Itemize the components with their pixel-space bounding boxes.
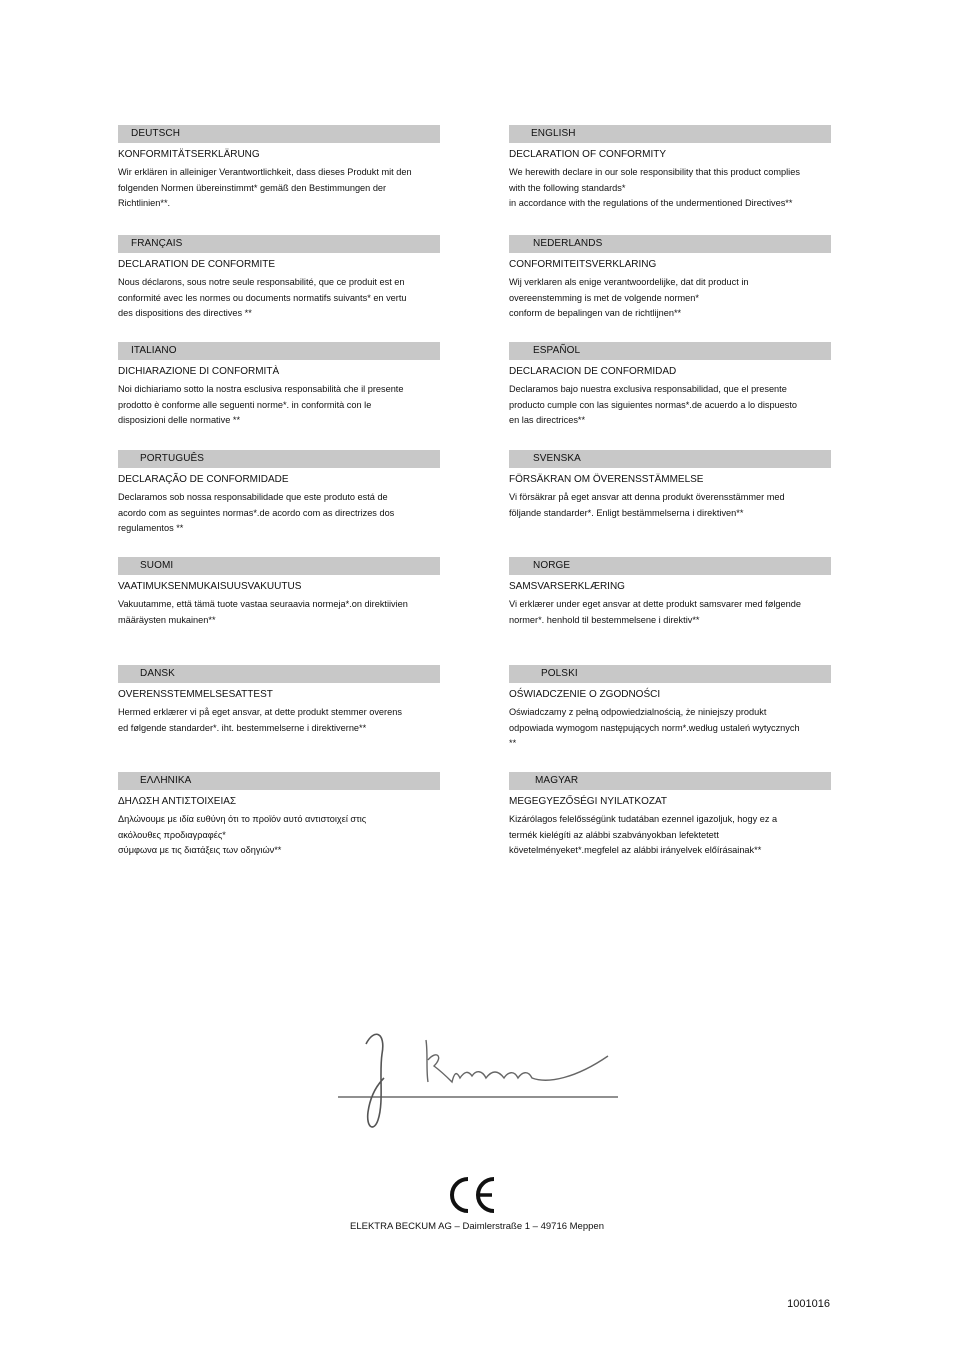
section-language-header: MAGYAR <box>509 772 831 790</box>
section-espanol <box>509 342 831 429</box>
section-body: Kizárólagos felelősségünk tudatában ezennel igazoljuk, hogy ez a termék kielégíti az alábbi szabványokban lefektetett követelményeket*.megfelel az alábbi irányelvek előírásainak** <box>509 814 778 855</box>
section-title: FÖRSÄKRAN OM ÖVERENSSTÄMMELSE <box>509 474 704 485</box>
document-number: 1001016 <box>787 1298 830 1310</box>
section-language-header: DANSK <box>118 665 440 683</box>
section-body: Wir erklären in alleiniger Verantwortlichkeit, dass dieses Produkt mit den folgenden Normen übereinstimmt* gemäß den Bestimmungen der Richtlinien**. <box>118 167 412 208</box>
section-body: Hermed erklærer vi på eget ansvar, at dette produkt stemmer overens ed følgende standarder*. iht. bestemmelserne i direktiverne** <box>118 707 402 733</box>
section-body: Vi erklærer under eget ansvar at dette produkt samsvarer med følgende normer*. henhold til bestemmelsene i direktiv** <box>509 599 801 625</box>
ce-mark-icon <box>446 1175 498 1215</box>
section-language-header: NEDERLANDS <box>509 235 831 253</box>
section-title: KONFORMITÄTSERKLÄRUNG <box>118 149 260 160</box>
section-language-header: DEUTSCH <box>118 125 440 143</box>
section-body: Nous déclarons, sous notre seule responsabilité, que ce produit est en conformité avec les normes ou documents normatifs suivants* en vertu des dispositions des directives ** <box>118 277 407 318</box>
section-deutsch <box>118 125 440 212</box>
section-english <box>509 125 831 212</box>
company-address: ELEKTRA BECKUM AG – Daimlerstraße 1 – 49716 Meppen <box>350 1221 604 1232</box>
section-language-header: FRANÇAIS <box>118 235 440 253</box>
section-ellinika <box>118 772 440 859</box>
section-language-header: SUOMI <box>118 557 440 575</box>
signature-stroke <box>366 1034 384 1127</box>
section-title: SAMSVARSERKLÆRING <box>509 581 625 592</box>
section-polski <box>509 665 831 752</box>
section-nederlands <box>509 235 831 322</box>
section-magyar <box>509 772 831 859</box>
section-title: CONFORMITEITSVERKLARING <box>509 259 657 270</box>
signature-stroke <box>426 1040 608 1082</box>
section-body: Vi försäkrar på eget ansvar att denna produkt överensstämmer med följande standarder*. Enligt bestämmelserna i direktiven** <box>509 492 785 518</box>
section-francais <box>118 235 440 322</box>
section-language-header: POLSKI <box>509 665 831 683</box>
section-title: DECLARATION DE CONFORMITE <box>118 259 276 270</box>
section-language-header: NORGE <box>509 557 831 575</box>
section-language-header: ESPAÑOL <box>509 342 831 360</box>
section-svenska <box>509 450 831 521</box>
section-body: Declaramos sob nossa responsabilidade que este produto está de acordo com as seguintes normas*.de acordo com as directrizes dos regulamentos ** <box>118 492 395 533</box>
section-language-header: PORTUGUÊS <box>118 450 440 468</box>
section-title: DECLARAÇÃO DE CONFORMIDADE <box>118 474 289 485</box>
section-language-header: ΕΛΛΗΝΙΚΑ <box>118 772 440 790</box>
section-title: OŚWIADCZENIE O ZGODNOŚCI <box>509 689 661 700</box>
section-body: Vakuutamme, että tämä tuote vastaa seuraavia normeja*.on direktiivien määräysten mukainen** <box>118 599 408 625</box>
section-language-header: ITALIANO <box>118 342 440 360</box>
section-suomi <box>118 557 440 628</box>
section-title: DICHIARAZIONE DI CONFORMITÀ <box>118 366 280 377</box>
section-title: VAATIMUKSENMUKAISUUSVAKUUTUS <box>118 581 302 592</box>
section-italiano <box>118 342 440 429</box>
section-dansk <box>118 665 440 736</box>
section-title: OVERENSSTEMMELSESATTEST <box>118 689 273 700</box>
section-language-header: ENGLISH <box>509 125 831 143</box>
section-body: Oświadczamy z pełną odpowiedzialnością, że niniejszy produkt odpowiada wymogom następujących norm*.według ustaleń wytycznych ** <box>509 707 800 748</box>
signature <box>336 1020 626 1135</box>
section-title: DECLARATION OF CONFORMITY <box>509 149 667 160</box>
section-language-header: SVENSKA <box>509 450 831 468</box>
section-title: MEGEGYEZŐSÉGI NYILATKOZAT <box>509 796 667 807</box>
section-body: Noi dichiariamo sotto la nostra esclusiva responsabilità che il presente prodotto è conforme alle seguenti norme*. in conformità con le disposizioni delle normative ** <box>118 384 404 425</box>
section-title: ΔΗΛΩΣΗ ΑΝΤΙΣΤΟΙΧΕΙΑΣ <box>118 796 237 807</box>
section-body: Δηλώνουμε με ιδία ευθύνη ότι το προϊόν αυτό αντιστοιχεί στις ακόλουθες προδιαγραφές* σύμφωνα με τις διατάξεις των οδηγιών** <box>118 814 367 855</box>
section-portugues <box>118 450 440 537</box>
section-body: Wij verklaren als enige verantwoordelijke, dat dit product in overeenstemming is met de volgende normen* conform de bepalingen van de richtlijnen** <box>509 277 749 318</box>
section-norge <box>509 557 831 628</box>
section-body: We herewith declare in our sole responsibility that this product complies with the following standards* in accordance with the regulations of the undermentioned Directives** <box>509 167 800 208</box>
section-body: Declaramos bajo nuestra exclusiva responsabilidad, que el presente producto cumple con las siguientes normas*.de acuerdo a lo dispuesto en las directrices** <box>509 384 798 425</box>
section-title: DECLARACION DE CONFORMIDAD <box>509 366 677 377</box>
